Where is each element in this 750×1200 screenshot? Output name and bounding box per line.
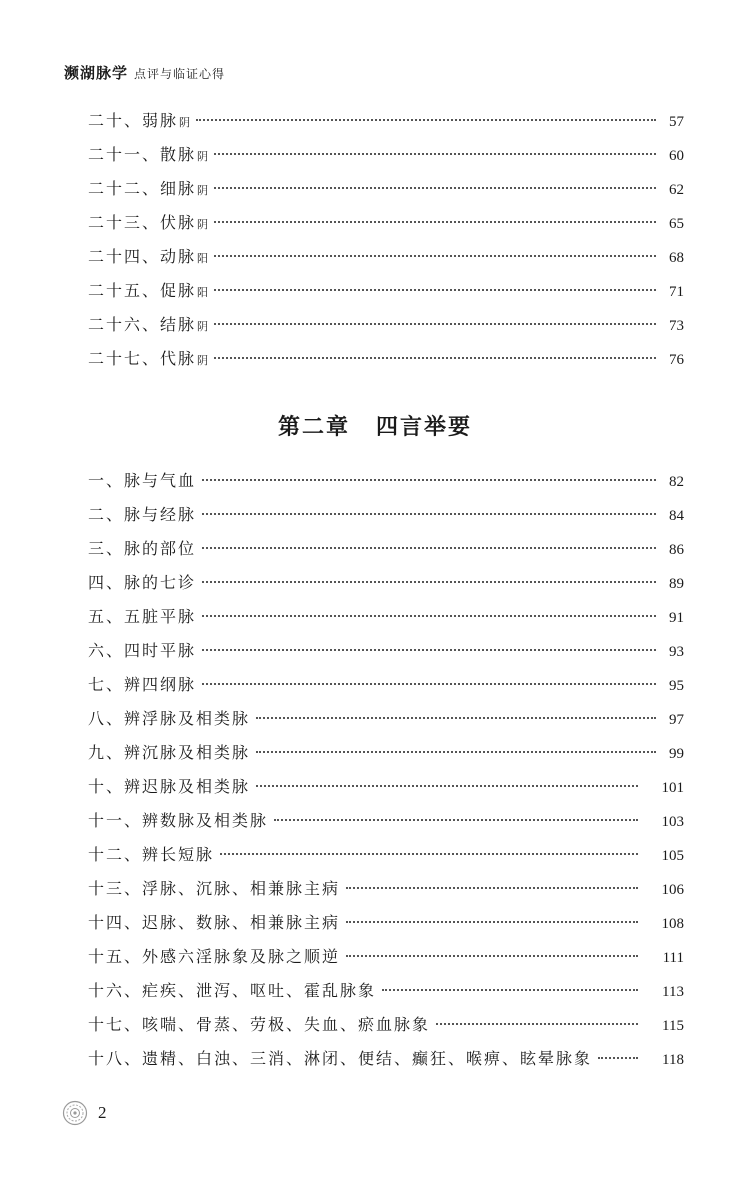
yin-yang-tag: 阳 [197,252,209,265]
yin-yang-tag: 阴 [197,320,209,333]
toc-entry [88,464,684,498]
toc-entry-page: 118 [662,1052,684,1068]
book-subtitle: 点评与临证心得 [134,67,226,81]
dot-leader [346,886,638,889]
dot-leader [214,186,656,189]
toc-entry-page: 113 [662,984,684,1000]
toc-entry-page: 57 [669,114,684,130]
toc-entry-page: 68 [669,250,684,266]
toc-entry-page: 73 [669,318,684,334]
dot-leader [256,784,638,787]
toc-entry-title: 十七、咳喘、骨蒸、劳极、失血、瘀血脉象 [88,1015,431,1034]
toc-entry [88,1008,684,1042]
toc-entry-title: 四、脉的七诊 [88,573,197,592]
toc-entry-page: 115 [662,1018,684,1034]
yin-yang-tag: 阴 [197,184,209,197]
dot-leader [214,288,656,291]
toc-entry-title: 七、辨四纲脉 [88,675,197,694]
dot-leader [346,920,638,923]
page-footer [62,1100,107,1126]
toc-entry [88,940,684,974]
toc-entry-page: 105 [661,848,684,864]
toc-entry-page: 111 [662,950,684,966]
dot-leader [196,118,656,121]
rosette-icon [62,1100,88,1126]
toc-entry [88,736,684,770]
yin-yang-tag: 阴 [197,150,209,163]
toc-entry-title: 十五、外感六淫脉象及脉之顺逆 [88,947,341,966]
toc-entry-page: 108 [661,916,684,932]
toc-entry-page: 106 [661,882,684,898]
toc-entry-title: 二十四、动脉阳 [88,247,209,266]
toc-entry-title: 六、四时平脉 [88,641,197,660]
toc-entry-title: 一、脉与气血 [88,471,197,490]
dot-leader [202,546,656,549]
toc-entry-title: 五、五脏平脉 [88,607,197,626]
toc-entry [88,906,684,940]
toc-entry-page: 95 [669,678,684,694]
toc-entry-title: 八、辨浮脉及相类脉 [88,709,251,728]
dot-leader [214,152,656,155]
toc-entry-title: 二十三、伏脉阴 [88,213,209,232]
toc-entry-page: 65 [669,216,684,232]
toc-entry [88,872,684,906]
dot-leader [202,648,656,651]
book-title: 濒湖脉学 [64,64,129,82]
toc-entry-page: 71 [669,284,684,300]
toc-entry-title: 十三、浮脉、沉脉、相兼脉主病 [88,879,341,898]
dot-leader [274,818,638,821]
toc-entry [88,274,684,308]
toc-entry-page: 84 [669,508,684,524]
toc-entry-title: 二十五、促脉阳 [88,281,209,300]
dot-leader [220,852,638,855]
dot-leader [202,614,656,617]
toc-entry-title: 二十七、代脉阴 [88,349,209,368]
toc-entry-title: 十一、辨数脉及相类脉 [88,811,269,830]
toc-entry [88,104,684,138]
toc-entry-page: 89 [669,576,684,592]
dot-leader [256,750,656,753]
toc-entry [88,1042,684,1076]
chapter-number: 第二章 [277,414,350,440]
toc-section-2 [88,464,684,1076]
dot-leader [214,356,656,359]
dot-leader [202,512,656,515]
toc-entry [88,974,684,1008]
toc-entry [88,532,684,566]
dot-leader [202,478,656,481]
toc-entry [88,342,684,376]
toc-entry [88,668,684,702]
toc-entry-title: 二十二、细脉阴 [88,179,209,198]
toc-entry-title: 十、辨迟脉及相类脉 [88,777,251,796]
toc-entry [88,838,684,872]
dot-leader [202,682,656,685]
dot-leader [214,322,656,325]
toc-entry [88,206,684,240]
toc-entry [88,804,684,838]
toc-entry-title: 十四、迟脉、数脉、相兼脉主病 [88,913,341,932]
toc-entry [88,702,684,736]
toc-entry [88,498,684,532]
toc-entry-page: 91 [669,610,684,626]
toc-entry-page: 97 [669,712,684,728]
toc-entry [88,634,684,668]
running-head [64,62,225,83]
toc-entry-page: 103 [661,814,684,830]
toc-entry-page: 101 [661,780,684,796]
toc-entry [88,240,684,274]
toc-entry-title: 九、辨沉脉及相类脉 [88,743,251,762]
toc-entry-title: 二十、弱脉阴 [88,111,191,130]
yin-yang-tag: 阴 [197,354,209,367]
toc-entry-title: 十六、疟疾、泄泻、呕吐、霍乱脉象 [88,981,377,1000]
dot-leader [256,716,656,719]
dot-leader [382,988,638,991]
toc-entry-page: 99 [669,746,684,762]
toc-entry-title: 三、脉的部位 [88,539,197,558]
yin-yang-tag: 阴 [197,218,209,231]
toc-entry-title: 二十六、结脉阴 [88,315,209,334]
yin-yang-tag: 阴 [179,116,191,129]
yin-yang-tag: 阳 [197,286,209,299]
toc-entry-page: 86 [669,542,684,558]
toc-entry [88,308,684,342]
toc-entry-title: 二十一、散脉阴 [88,145,209,164]
toc-entry [88,172,684,206]
toc-entry-page: 82 [669,474,684,490]
toc-entry-page: 93 [669,644,684,660]
toc-entry [88,138,684,172]
toc-entry-title: 十八、遗精、白浊、三消、淋闭、便结、癫狂、喉痹、眩晕脉象 [88,1049,593,1068]
toc-entry-title: 十二、辨长短脉 [88,845,215,864]
dot-leader [202,580,656,583]
toc-entry [88,770,684,804]
toc-section-1 [88,104,684,376]
toc-entry-title: 二、脉与经脉 [88,505,197,524]
dot-leader [436,1022,638,1025]
toc-entry-page: 62 [669,182,684,198]
page-number: 2 [98,1103,107,1122]
toc-entry [88,600,684,634]
chapter-heading [0,410,750,441]
toc-entry [88,566,684,600]
toc-entry-page: 60 [669,148,684,164]
dot-leader [598,1056,638,1059]
chapter-title: 四言举要 [376,414,473,440]
toc-entry-page: 76 [669,352,684,368]
dot-leader [214,254,656,257]
dot-leader [214,220,656,223]
dot-leader [346,954,638,957]
